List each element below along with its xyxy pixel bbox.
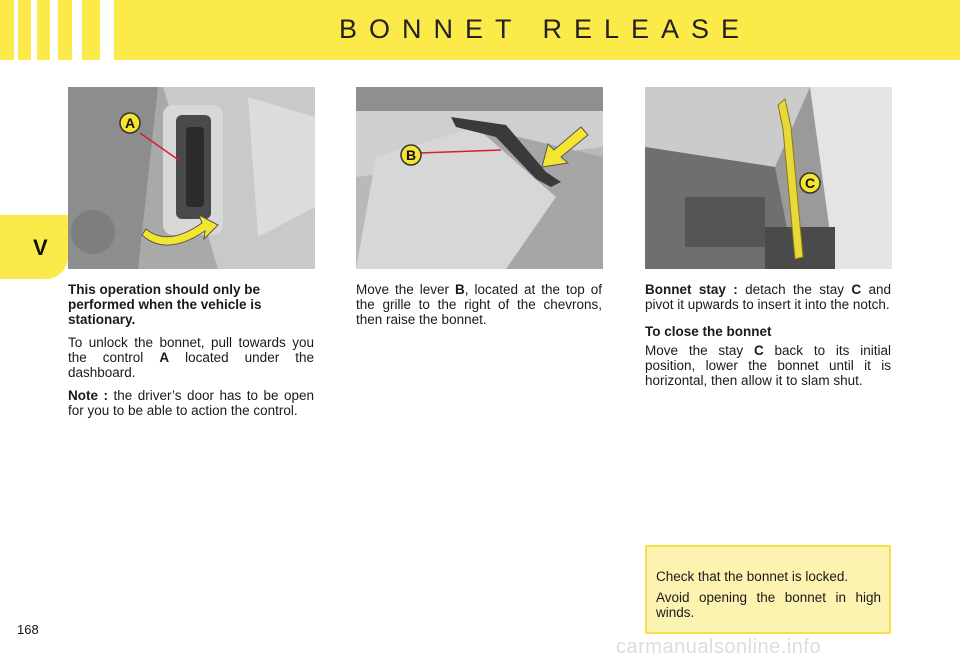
chapter-letter: V bbox=[33, 235, 48, 260]
ref-c: C bbox=[851, 282, 862, 297]
notice-box bbox=[645, 545, 891, 634]
column-bonnet-lever bbox=[356, 282, 602, 335]
page-title: BONNET RELEASE bbox=[338, 14, 752, 44]
stay-label: Bonnet stay : bbox=[645, 282, 738, 297]
close-heading: To close the bonnet bbox=[645, 324, 772, 339]
photo-bonnet-stay bbox=[645, 87, 892, 269]
column-bonnet-control bbox=[68, 282, 314, 426]
page-number: 168 bbox=[17, 622, 39, 637]
lever-instruction: Move the lever B, located at the top of the grille to the right of the chevrons, then raise the bonnet. bbox=[356, 282, 602, 327]
svg-text:A: A bbox=[124, 115, 136, 131]
close-instruction: Move the stay C back to its initial position, lower the bonnet until it is horizontal, then allow it to slam shut. bbox=[645, 343, 891, 388]
ref-b: B bbox=[455, 282, 465, 297]
callout-a bbox=[120, 113, 140, 133]
photo-bonnet-control bbox=[68, 87, 315, 269]
callout-c bbox=[800, 173, 820, 193]
ref-a: A bbox=[159, 350, 170, 365]
svg-text:C: C bbox=[804, 175, 816, 191]
notice-line-1: Check that the bonnet is locked. bbox=[656, 569, 849, 584]
ref-c-close: C bbox=[753, 343, 764, 358]
svg-text:B: B bbox=[405, 147, 417, 163]
photo-bonnet-lever bbox=[356, 87, 603, 269]
note-label: Note : bbox=[68, 388, 108, 403]
safety-warning: This operation should only be performed when the vehicle is stationary. bbox=[68, 282, 262, 327]
unlock-instruction: To unlock the bonnet, pull towards you the control A located under the dashboard. bbox=[68, 335, 314, 380]
notice-line-2: Avoid opening the bonnet in high winds. bbox=[656, 590, 881, 620]
header-band bbox=[0, 0, 960, 60]
door-note: Note : the driver’s door has to be open for you to be able to action the control. bbox=[68, 388, 314, 418]
watermark: carmanualsonline.info bbox=[616, 636, 822, 658]
stay-instruction: Bonnet stay : detach the stay C and pivot it upwards to insert it into the notch. bbox=[645, 282, 891, 312]
callout-b bbox=[401, 145, 421, 165]
column-bonnet-stay bbox=[645, 282, 891, 396]
